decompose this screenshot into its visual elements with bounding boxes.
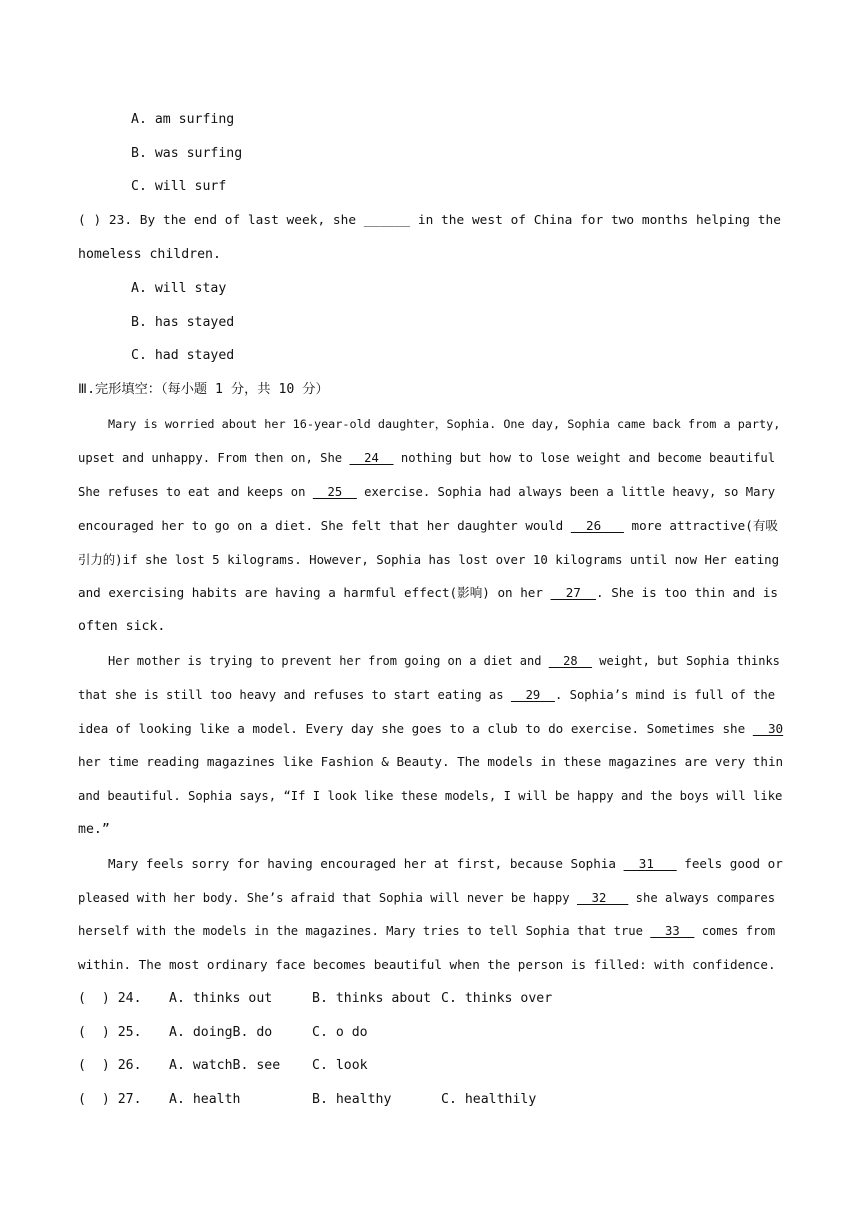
q22-option-a: A. am surfing bbox=[131, 112, 235, 127]
blank-31: 31 bbox=[623, 856, 677, 871]
q23-option-b: B. has stayed bbox=[131, 315, 235, 330]
blank-24: 24 bbox=[349, 451, 394, 465]
option-a: A. health bbox=[169, 1092, 241, 1107]
passage-line: Her mother is trying to prevent her from going on a diet and 28 weight, but Sophia thinks bbox=[108, 654, 780, 668]
passage-line: and exercising habits are having a harmful effect(影响) on her 27 . She is too thin and is bbox=[78, 585, 779, 600]
option-b: C. look bbox=[312, 1058, 368, 1073]
q23-option-a: A. will stay bbox=[131, 281, 227, 296]
section-title: Ⅲ.完形填空：（每小题 1 分，共 10 分） bbox=[78, 382, 329, 397]
q23-option-c: C. had stayed bbox=[131, 348, 235, 363]
blank-33: 33 bbox=[650, 924, 695, 938]
option-c: C. healthily bbox=[441, 1092, 537, 1107]
question-number: ( ) 24. bbox=[78, 991, 142, 1006]
q22-option-c: C. will surf bbox=[131, 179, 227, 194]
passage-line: idea of looking like a model. Every day she goes to a club to do exercise. Sometimes she 30 bbox=[78, 721, 784, 736]
option-b: B. healthy bbox=[312, 1092, 392, 1107]
option-b: C. o do bbox=[312, 1025, 368, 1040]
blank-32: 32 bbox=[576, 891, 629, 905]
q22-option-b: B. was surfing bbox=[131, 146, 243, 161]
passage-line: Mary is worried about her 16-year-old daughter，Sophia. One day, Sophia came back from a party, bbox=[108, 417, 781, 431]
question-number: ( ) 26. bbox=[78, 1058, 142, 1073]
passage-line: encouraged her to go on a diet. She felt that her daughter would 26 more attractive(有吸 bbox=[78, 518, 779, 533]
passage-line: within. The most ordinary face becomes beautiful when the person is filled: with confidence. bbox=[78, 957, 776, 972]
passage-line: Mary feels sorry for having encouraged her at first, because Sophia 31 feels good or bbox=[108, 856, 783, 871]
question-number: ( ) 27. bbox=[78, 1092, 142, 1107]
option-b: B. thinks about bbox=[312, 991, 432, 1006]
blank-29: 29 bbox=[510, 688, 555, 702]
blank-26: 26 bbox=[570, 518, 624, 533]
passage-line: her time reading magazines like Fashion & Beauty. The models in these magazines are very thin bbox=[78, 754, 784, 769]
passage-line: herself with the models in the magazines. Mary tries to tell Sophia that true 33 comes from bbox=[78, 924, 776, 938]
option-a: A. doingB. do bbox=[169, 1025, 273, 1040]
option-a: A. thinks out bbox=[169, 991, 273, 1006]
question-number: ( ) 25. bbox=[78, 1025, 142, 1040]
passage-line: and beautiful. Sophia says, “If I look like these models, I will be happy and the boys will like bbox=[78, 789, 783, 803]
passage-line: often sick. bbox=[78, 619, 166, 634]
passage-line: me.” bbox=[78, 822, 110, 837]
passage-line: 引力的)if she lost 5 kilograms. However, Sophia has lost over 10 kilograms until now Her eating bbox=[78, 552, 780, 567]
blank-27: 27 bbox=[550, 585, 597, 600]
option-c: C. thinks over bbox=[441, 991, 553, 1006]
option-a: A. watchB. see bbox=[169, 1058, 281, 1073]
blank-25: 25 bbox=[312, 485, 357, 499]
passage-line: upset and unhappy. From then on, She 24 nothing but how to lose weight and become beautiful bbox=[78, 451, 776, 465]
blank-30: 30 bbox=[752, 721, 784, 736]
blank-28: 28 bbox=[548, 654, 593, 668]
passage-line: pleased with her body. She’s afraid that Sophia will never be happy 32 she always compares bbox=[78, 891, 776, 905]
q23-question-line1: ( ) 23. By the end of last week, she ______ in the west of China for two months helping the bbox=[78, 213, 781, 228]
q23-question-line2: homeless children. bbox=[78, 247, 221, 262]
passage-line: She refuses to eat and keeps on 25 exercise. Sophia had always been a little heavy, so Mary bbox=[78, 485, 776, 499]
passage-line: that she is still too heavy and refuses to start eating as 29 . Sophia’s mind is full of the bbox=[78, 688, 776, 702]
